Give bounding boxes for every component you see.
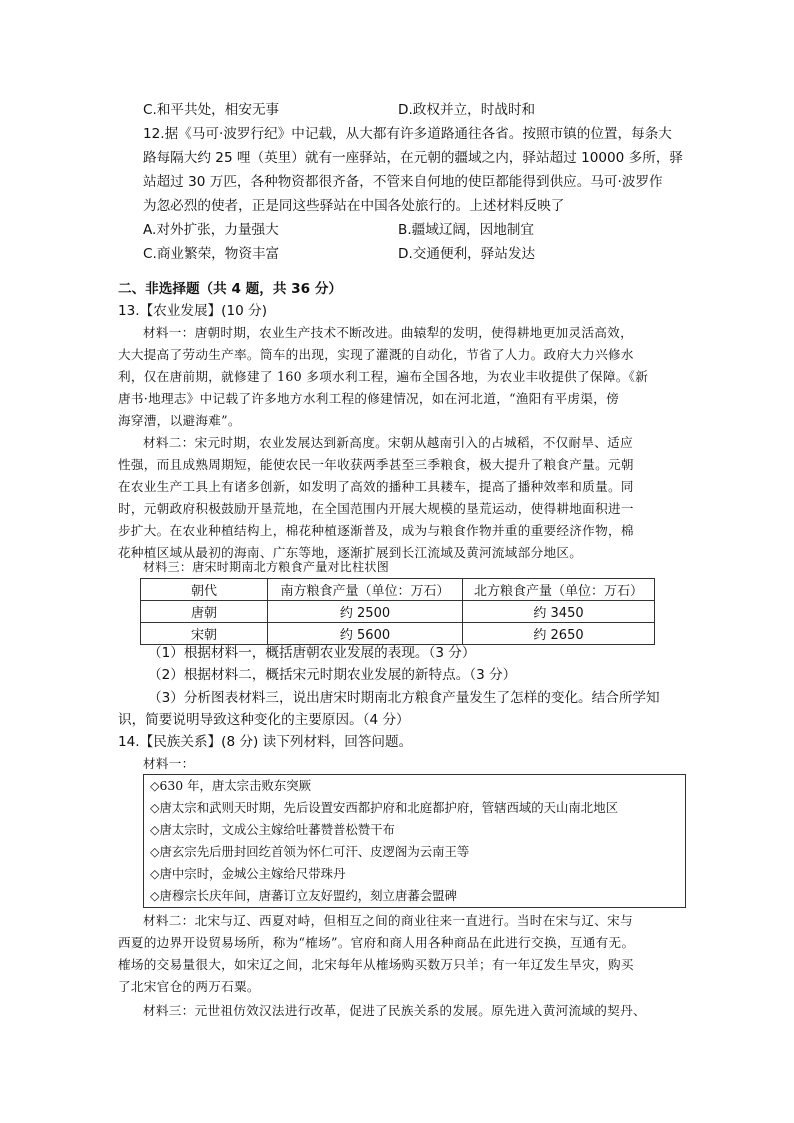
material-item: ◇630 年，唐太宗击败东突厥 [150,778,312,793]
q14-material-1-box [143,774,686,908]
q14-material-2-line: 了北宋官仓的两万石粟。 [118,979,260,994]
table-header-cell: 南方粮食产量（单位：万石） [268,579,463,601]
table-cell: 约 5600 [268,623,463,645]
q14-material-1-title: 材料一： [143,756,195,771]
material-item: ◇唐太宗和武则天时期，先后设置安西都护府和北庭都护府，管辖西域的天山南北地区 [150,800,618,815]
q12-option-a: A.对外扩张，力量强大 [143,222,279,238]
q13-material-2-line: 步扩大。在农业种植结构上，棉花种植逐渐普及，成为与粮食作物并重的重要经济作物，棉 [118,523,634,538]
q13-material-1-line: 大大提高了劳动生产率。筒车的出现，实现了灌溉的自动化，节省了人力。政府大力兴修水 [118,347,634,362]
q13-material-2-line: 时，元朝政府积极鼓励开垦荒地，在全国范围内开展大规模的垦荒运动，使得耕地面积进一 [118,501,634,516]
q11-option-c: C.和平共处，相安无事 [143,102,280,118]
q13-title: 13.【农业发展】(10 分) [118,303,267,319]
table-cell: 宋朝 [141,623,268,645]
q13-material-1-line: 材料一：唐朝时期，农业生产技术不断改进。曲辕犁的发明，使得耕地更加灵活高效， [143,325,633,340]
q14-material-2-line: 西夏的边界开设贸易场所，称为“榷场”。官府和商人用各种商品在此进行交换，互通有无。 [118,935,635,950]
q12-stem-line-3: 站超过 30 万匹，各种物资都很齐备，不管来自何地的使臣都能得到供应。马可·波罗作 [143,174,663,190]
q12-option-d: D.交通便利，驿站发达 [398,246,536,262]
q13-material-2-line: 性强，而且成熟周期短，能使农民一年收获两季甚至三季粮食，极大提升了粮食产量。元朝 [118,457,634,472]
material-item: ◇唐太宗时，文成公主嫁给吐蕃赞普松赞干布 [150,822,395,837]
q14-material-3-line: 材料三：元世祖仿效汉法进行改革，促进了民族关系的发展。原先进入黄河流域的契丹、 [143,1003,646,1018]
q14-title: 14.【民族关系】(8 分) 读下列材料，回答问题。 [118,734,413,750]
q12-stem-line-4: 为忽必烈的使者，正是同这些驿站在中国各处旅行的。上述材料反映了 [143,198,565,214]
q12-stem-line-2: 路每隔大约 25 哩（英里）就有一座驿站，在元朝的疆域之内，驿站超过 10000 多所，驿 [143,150,684,166]
q13-question-1: （1）根据材料一，概括唐朝农业发展的表现。（3 分） [148,645,476,661]
material-item: ◇唐玄宗先后册封回纥首领为怀仁可汗、皮逻阁为云南王等 [150,844,470,859]
q12-option-b: B.疆域辽阔，因地制宜 [398,222,534,238]
table-cell: 约 2500 [268,601,463,623]
q13-material-3-title: 材料三：唐宋时期南北方粮食产量对比柱状图 [143,560,390,574]
q13-material-2-line: 材料二：宋元时期，农业发展达到新高度。宋朝从越南引入的占城稻，不仅耐旱、适应 [143,435,633,450]
table-row [141,601,655,623]
table-header-row [141,579,655,601]
table-cell: 约 3450 [463,601,655,623]
q13-question-2: （2）根据材料二，概括宋元时期农业发展的新特点。（3 分） [148,667,517,683]
grain-production-table [140,578,655,645]
q13-material-1-line: 海穿漕，以避海难”。 [118,413,241,428]
material-item: ◇唐穆宗长庆年间，唐蕃订立友好盟约，刻立唐蕃会盟碑 [150,888,457,903]
section-2-title: 二、非选择题（共 4 题，共 36 分） [118,281,343,297]
q13-material-1-line: 利，仅在唐前期，就修建了 160 多项水利工程，遍布全国各地，为农业丰收提供了保障。《新 [118,369,649,384]
q14-material-2-line: 榷场的交易量很大，如宋辽之间，北宋每年从榷场购买数万只羊；有一年辽发生旱灾，购买 [118,957,634,972]
q14-material-2-line: 材料二：北宋与辽、西夏对峙，但相互之间的商业往来一直进行。当时在宋与辽、宋与 [143,913,633,928]
q13-material-1-line: 唐书·地理志》中记载了许多地方水利工程的修建情况，如在河北道，“渔阳有平虏渠，傍 [118,391,620,406]
q12-stem-line-1: 12.据《马可·波罗行纪》中记载，从大都有许多道路通往各省。按照市镇的位置，每条大 [143,126,672,142]
table-cell: 约 2650 [463,623,655,645]
table-cell: 唐朝 [141,601,268,623]
table-header-cell: 北方粮食产量（单位：万石） [463,579,655,601]
q12-option-c: C.商业繁荣，物资丰富 [143,246,280,262]
q13-material-2-line: 花种植区域从最初的海南、广东等地，逐渐扩展到长江流域及黄河流域部分地区。 [118,545,583,560]
table-header-cell: 朝代 [141,579,268,601]
q13-question-3-cont: 识，简要说明导致这种变化的主要原因。（4 分） [118,712,410,728]
q13-question-3: （3）分析图表材料三，说出唐宋时期南北方粮食产量发生了怎样的变化。结合所学知 [148,690,660,706]
material-item: ◇唐中宗时，金城公主嫁给尺带珠丹 [150,866,346,881]
q13-material-2-line: 在农业生产工具上有诸多创新，如发明了高效的播种工具耧车，提高了播种效率和质量。同 [118,479,634,494]
q11-option-d: D.政权并立，时战时和 [398,102,536,118]
